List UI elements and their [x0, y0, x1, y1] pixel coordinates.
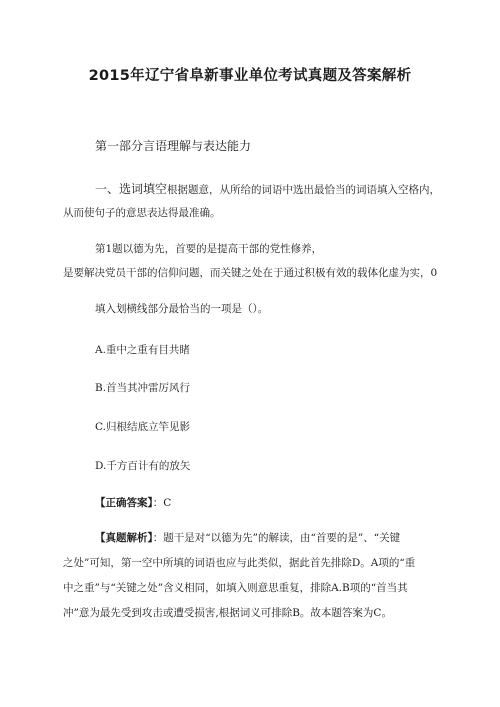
question-line-2: 是要解决党员干部的信仰问题，而关键之处在于通过积极有效的载体化虚为实，0: [63, 267, 438, 279]
instruction-heading: 一、选词填空: [95, 182, 168, 196]
option-b: B.首当其冲雷厉风行: [95, 382, 191, 394]
analysis-line-4: 冲”意为最先受到攻击或遭受损害,根据词义可排除B。故本题答案为C。: [63, 607, 392, 619]
option-a: A.重中之重有目共睹: [95, 344, 190, 356]
analysis-line-1: [95, 530, 400, 545]
analysis-line-3: 中之重”与“关键之处”含义相同，如填入则意思重复，排除A.B项的“首当其: [63, 582, 408, 594]
answer-value: ：C: [152, 497, 172, 509]
instruction-line-1: [95, 180, 440, 197]
section-heading: 第一部分言语理解与表达能力: [95, 139, 252, 153]
page-title: 2015年辽宁省阜新事业单位考试真题及答案解析: [88, 68, 412, 84]
analysis-line-2: 之处”可知，第一空中所填的词语也应与此类似，据此首先排除D。A项的“重: [63, 557, 416, 569]
answer-line: [95, 495, 171, 510]
answer-label: 【正确答案】: [95, 497, 153, 509]
option-d: D.千方百计有的放矢: [95, 460, 191, 472]
question-line-1: 第1题以德为先，首要的是提高干部的党性修养，: [95, 243, 323, 255]
instruction-text: 根据题意，从所给的词语中选出最恰当的词语填入空格内，: [167, 184, 441, 196]
instruction-line-2: 从而使句子的意思表达得最准确。: [63, 207, 221, 219]
question-line-3: 填入划横线部分最恰当的一项是（）。: [95, 303, 269, 315]
analysis-label: 【真题解析】: [95, 532, 153, 544]
option-c: C.归根结底立竿见影: [95, 421, 190, 433]
analysis-text: ：题干是对“以德为先”的解读，由“首要的是”、“关键: [152, 532, 401, 544]
